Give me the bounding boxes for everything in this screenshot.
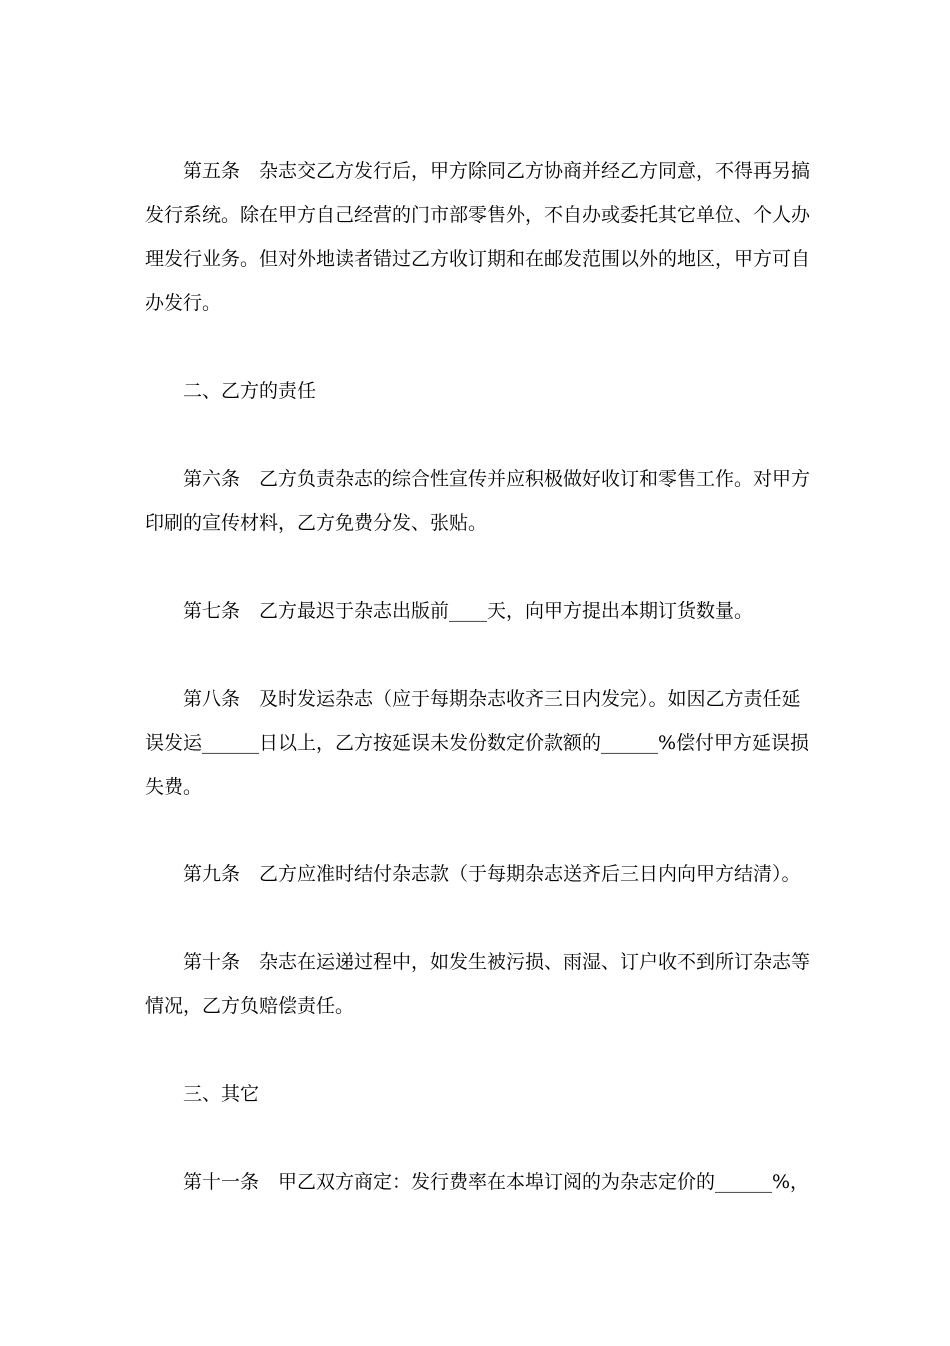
article-5: 第五条 杂志交乙方发行后，甲方除同乙方协商并经乙方同意，不得再另搞发行系统。除在甲方自己经营的门市部零售外，不自办或委托其它单位、个人办理发行业务。但对外地读者错过乙方收订期和在邮发范围以外的地区，甲方可自办发行。	[145, 160, 811, 314]
article-10: 第十条 杂志在运递过程中，如发生被污损、雨湿、订户收不到所订杂志等情况，乙方负赔偿责任。	[145, 951, 811, 1017]
article-6: 第六条 乙方负责杂志的综合性宣传并应积极做好收订和零售工作。对甲方印刷的宣传材料，乙方免费分发、张贴。	[145, 468, 811, 534]
article-8: 第八条 及时发运杂志（应于每期杂志收齐三日内发完）。如因乙方责任延误发运______日以上，乙方按延误未发份数定价款额的______%偿付甲方延误损失费。	[145, 688, 810, 798]
section-heading-other: 三、其它	[183, 1083, 260, 1105]
section-heading-party-b-responsibilities: 二、乙方的责任	[183, 380, 317, 402]
article-7: 第七条 乙方最迟于杂志出版前____天，向甲方提出本期订货数量。	[183, 600, 754, 622]
article-11: 第十一条 甲乙双方商定：发行费率在本埠订阅的为杂志定价的______%，	[183, 1171, 810, 1193]
article-9: 第九条 乙方应准时结付杂志款（于每期杂志送齐后三日内向甲方结清）。	[183, 863, 801, 885]
